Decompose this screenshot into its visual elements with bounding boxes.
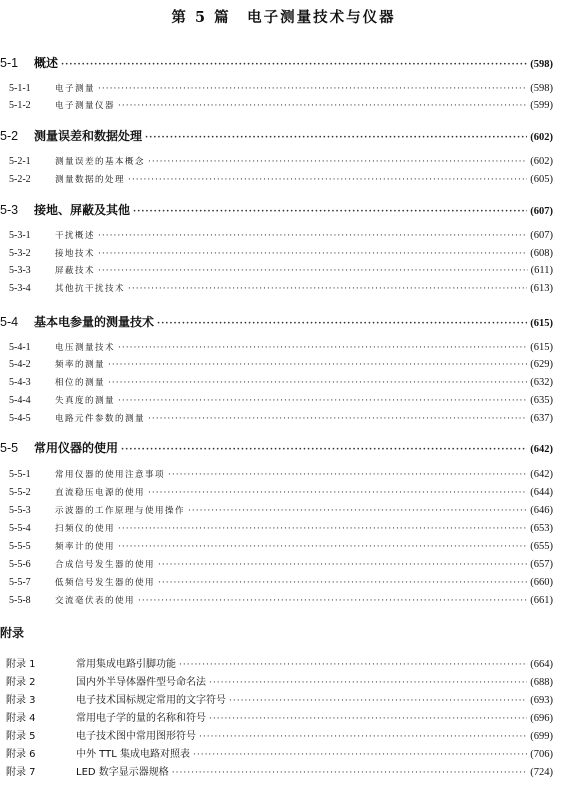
item-number: 5-5-8 xyxy=(9,595,31,606)
appendix-title: 常用集成电路引脚功能 xyxy=(76,659,176,670)
item-number: 5-5-2 xyxy=(9,487,31,498)
page-number: (605) xyxy=(530,174,553,185)
item-title: 测量误差的基本概念 xyxy=(55,157,146,167)
item-title: 其他抗干扰技术 xyxy=(55,284,126,294)
dot-leader xyxy=(158,578,527,588)
item-title: 合成信号发生器的使用 xyxy=(55,560,156,570)
toc-section-5-5[interactable] xyxy=(0,439,553,455)
appendix-number: 附录 4 xyxy=(6,713,36,724)
toc-section-5-1[interactable] xyxy=(0,54,553,70)
item-number: 5-3-1 xyxy=(9,230,31,241)
toc-item-5-4-3[interactable] xyxy=(0,376,553,392)
page-number: (629) xyxy=(530,359,553,370)
appendix-number: 附录 6 xyxy=(6,749,36,760)
toc-item-5-4-5[interactable] xyxy=(0,412,553,428)
appendix-number: 附录 2 xyxy=(6,677,36,688)
item-number: 5-3-3 xyxy=(9,265,31,276)
toc-section-5-3[interactable] xyxy=(0,201,553,217)
toc-item-5-2-1[interactable] xyxy=(0,155,553,171)
item-title: 扫频仪的使用 xyxy=(55,524,116,534)
item-title: 相位的测量 xyxy=(55,378,106,388)
item-number: 5-4-5 xyxy=(9,413,31,424)
toc-item-5-3-4[interactable] xyxy=(0,282,553,298)
dot-leader xyxy=(193,750,527,760)
appendix-number: 附录 7 xyxy=(6,767,36,778)
dot-leader xyxy=(229,696,527,706)
toc-item-5-5-2[interactable] xyxy=(0,486,553,502)
item-title: 接地技术 xyxy=(55,249,96,259)
dot-leader xyxy=(138,596,527,606)
page-number: (653) xyxy=(530,523,553,534)
toc-item-5-5-8[interactable] xyxy=(0,594,553,610)
page-number: (699) xyxy=(530,731,553,742)
page-number: (655) xyxy=(530,541,553,552)
item-number: 5-4-1 xyxy=(9,342,31,353)
item-title: 示波器的工作原理与使用操作 xyxy=(55,506,186,516)
toc-item-5-1-2[interactable] xyxy=(0,99,553,115)
section-title: 常用仪器的使用 xyxy=(34,441,119,455)
appendix-heading[interactable]: 附录 xyxy=(0,626,25,640)
page-number: (598) xyxy=(530,59,553,70)
page-number: (598) xyxy=(530,83,553,94)
dot-leader xyxy=(118,343,527,353)
item-title: 常用仪器的使用注意事项 xyxy=(55,470,166,480)
page-number: (607) xyxy=(530,206,553,217)
toc-appendix-2[interactable] xyxy=(0,673,553,689)
page-number: (660) xyxy=(530,577,553,588)
toc-item-5-3-3[interactable] xyxy=(0,264,553,280)
appendix-title: 常用电子学的量的名称和符号 xyxy=(76,713,206,724)
appendix-title: LED 数字显示器规格 xyxy=(76,767,169,778)
page-number: (693) xyxy=(530,695,553,706)
toc-item-5-5-7[interactable] xyxy=(0,576,553,592)
item-title: 屏蔽技术 xyxy=(55,266,96,276)
page-number: (657) xyxy=(530,559,553,570)
page-number: (642) xyxy=(530,469,553,480)
page-number: (613) xyxy=(530,283,553,294)
section-number: 5-1 xyxy=(0,56,19,70)
dot-leader xyxy=(98,249,527,259)
toc-appendix-3[interactable] xyxy=(0,691,553,707)
toc-item-5-1-1[interactable] xyxy=(0,82,553,98)
page-number: (602) xyxy=(530,156,553,167)
section-number: 5-2 xyxy=(0,129,19,143)
item-number: 5-5-4 xyxy=(9,523,31,534)
item-title: 低频信号发生器的使用 xyxy=(55,578,156,588)
dot-leader xyxy=(108,378,527,388)
toc-item-5-3-1[interactable] xyxy=(0,229,553,245)
item-number: 5-1-2 xyxy=(9,100,31,111)
item-title: 干扰概述 xyxy=(55,231,96,241)
section-title: 接地、屏蔽及其他 xyxy=(34,203,131,217)
appendix-title: 电子技术国标规定常用的文字符号 xyxy=(76,695,226,706)
item-number: 5-4-3 xyxy=(9,377,31,388)
dot-leader xyxy=(148,157,527,167)
section-title: 概述 xyxy=(34,56,59,70)
dot-leader xyxy=(118,542,527,552)
toc-section-5-2[interactable] xyxy=(0,127,553,143)
toc-item-5-4-2[interactable] xyxy=(0,358,553,374)
page-number: (615) xyxy=(530,318,553,329)
toc-appendix-7[interactable] xyxy=(0,763,553,779)
toc-item-5-5-3[interactable] xyxy=(0,504,553,520)
toc-item-5-5-6[interactable] xyxy=(0,558,553,574)
page-number: (724) xyxy=(530,767,553,778)
toc-appendix-1[interactable] xyxy=(0,655,553,671)
dot-leader xyxy=(158,560,527,570)
page-number: (637) xyxy=(530,413,553,424)
item-title: 失真度的测量 xyxy=(55,396,116,406)
dot-leader xyxy=(172,768,527,778)
dot-leader xyxy=(157,319,527,329)
appendix-title: 中外 TTL 集成电路对照表 xyxy=(76,749,190,760)
appendix-number: 附录 5 xyxy=(6,731,36,742)
item-title: 电子测量 xyxy=(55,84,96,94)
dot-leader xyxy=(61,60,527,70)
toc-item-5-5-1[interactable] xyxy=(0,468,553,484)
part-title: 第 5 篇 电子测量技术与仪器 xyxy=(171,9,396,26)
page-number: (688) xyxy=(530,677,553,688)
dot-leader xyxy=(209,714,527,724)
toc-item-5-5-4[interactable] xyxy=(0,522,553,538)
page-number: (615) xyxy=(530,342,553,353)
dot-leader xyxy=(128,175,527,185)
page-number: (661) xyxy=(530,595,553,606)
dot-leader xyxy=(118,396,527,406)
page-number: (602) xyxy=(530,132,553,143)
section-title: 测量误差和数据处理 xyxy=(34,129,143,143)
item-number: 5-2-1 xyxy=(9,156,31,167)
page-number: (608) xyxy=(530,248,553,259)
page-number: (664) xyxy=(530,659,553,670)
toc-item-5-2-2[interactable] xyxy=(0,173,553,189)
item-title: 电压测量技术 xyxy=(55,343,116,353)
dot-leader xyxy=(209,678,527,688)
dot-leader xyxy=(145,133,527,143)
item-number: 5-5-3 xyxy=(9,505,31,516)
appendix-number: 附录 3 xyxy=(6,695,36,706)
appendix-number: 附录 1 xyxy=(6,659,36,670)
toc-item-5-5-5[interactable] xyxy=(0,540,553,556)
section-number: 5-5 xyxy=(0,441,19,455)
page-number: (642) xyxy=(530,444,553,455)
item-number: 5-5-5 xyxy=(9,541,31,552)
dot-leader xyxy=(128,284,527,294)
item-title: 频率的测量 xyxy=(55,360,106,370)
page-number: (611) xyxy=(530,265,553,276)
page-number: (632) xyxy=(530,377,553,388)
item-number: 5-5-6 xyxy=(9,559,31,570)
section-number: 5-3 xyxy=(0,203,19,217)
page-number: (646) xyxy=(530,505,553,516)
dot-leader xyxy=(98,84,527,94)
toc-appendix-4[interactable] xyxy=(0,709,553,725)
dot-leader xyxy=(148,414,527,424)
item-title: 直流稳压电源的使用 xyxy=(55,488,146,498)
dot-leader xyxy=(179,660,527,670)
appendix-title: 电子技术图中常用图形符号 xyxy=(76,731,196,742)
dot-leader xyxy=(118,101,527,111)
page-number: (599) xyxy=(530,100,553,111)
item-number: 5-5-1 xyxy=(9,469,31,480)
dot-leader xyxy=(118,524,527,534)
item-number: 5-2-2 xyxy=(9,174,31,185)
item-title: 电子测量仪器 xyxy=(55,101,116,111)
page-number: (607) xyxy=(530,230,553,241)
item-number: 5-3-2 xyxy=(9,248,31,259)
page-number: (644) xyxy=(530,487,553,498)
dot-leader xyxy=(133,207,527,217)
item-title: 频率计的使用 xyxy=(55,542,116,552)
toc-appendix-5[interactable] xyxy=(0,727,553,743)
dot-leader xyxy=(168,470,527,480)
item-title: 交流毫伏表的使用 xyxy=(55,596,136,606)
item-number: 5-4-2 xyxy=(9,359,31,370)
appendix-title: 国内外半导体器件型号命名法 xyxy=(76,677,206,688)
dot-leader xyxy=(148,488,527,498)
item-title: 电路元件参数的测量 xyxy=(55,414,146,424)
toc-item-5-4-1[interactable] xyxy=(0,341,553,357)
item-number: 5-1-1 xyxy=(9,83,31,94)
page-number: (635) xyxy=(530,395,553,406)
page-number: (706) xyxy=(530,749,553,760)
dot-leader xyxy=(199,732,527,742)
section-title: 基本电参量的测量技术 xyxy=(34,315,155,329)
item-number: 5-5-7 xyxy=(9,577,31,588)
dot-leader xyxy=(98,231,527,241)
toc-appendix-6[interactable] xyxy=(0,745,553,761)
page-number: (696) xyxy=(530,713,553,724)
toc-section-5-4[interactable] xyxy=(0,313,553,329)
item-title: 测量数据的处理 xyxy=(55,175,126,185)
dot-leader xyxy=(98,266,528,276)
dot-leader xyxy=(121,445,527,455)
toc-item-5-3-2[interactable] xyxy=(0,247,553,263)
toc-item-5-4-4[interactable] xyxy=(0,394,553,410)
dot-leader xyxy=(108,360,527,370)
section-number: 5-4 xyxy=(0,315,19,329)
item-number: 5-4-4 xyxy=(9,395,31,406)
item-number: 5-3-4 xyxy=(9,283,31,294)
dot-leader xyxy=(188,506,527,516)
